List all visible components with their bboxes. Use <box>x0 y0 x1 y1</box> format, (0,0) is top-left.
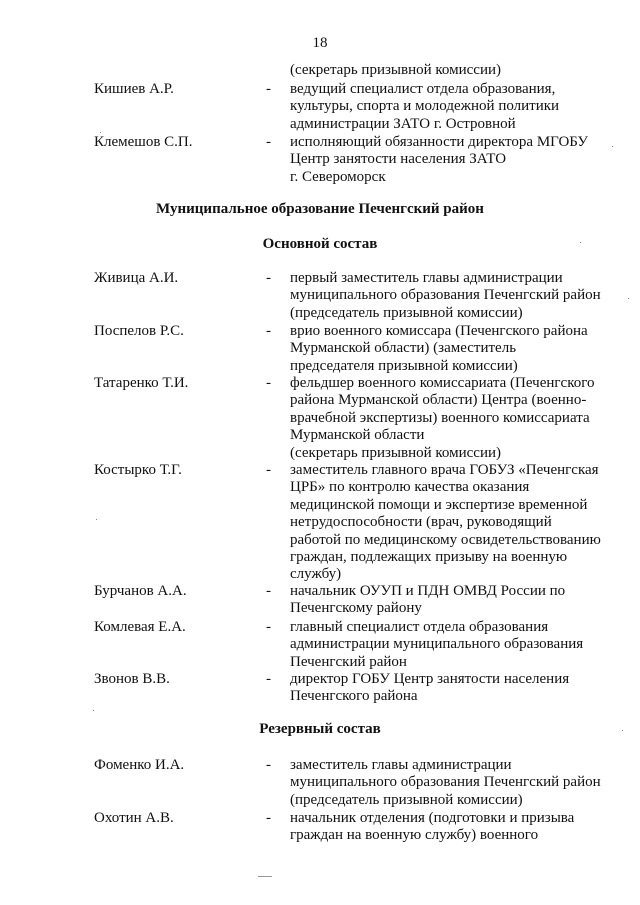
heading-municipality: Муниципальное образование Печенгский район <box>156 201 484 217</box>
member-name: Клемешов С.П. <box>94 134 193 150</box>
member-position <box>290 323 620 375</box>
member-position <box>290 810 620 845</box>
position-line: культуры, спорта и молодежной политики <box>290 98 560 115</box>
position-line: граждан на военную службу) военного <box>290 827 539 844</box>
position-line: фельдшер военного комиссариата (Печенгского <box>290 375 595 391</box>
member-name: Звонов В.В. <box>94 671 170 687</box>
member-position <box>290 81 620 133</box>
position-line: (секретарь призывной комиссии) <box>290 444 501 461</box>
position-line: заместитель главы администрации <box>290 757 512 773</box>
position-line: заместитель главного врача ГОБУЗ «Печенгская <box>290 462 599 478</box>
position-line: (секретарь призывной комиссии) <box>290 62 501 78</box>
page-number: 18 <box>312 35 328 51</box>
position-line: первый заместитель главы администрации <box>290 270 563 286</box>
dash-separator: - <box>266 671 271 687</box>
position-line: муниципального образования Печенгский район <box>290 774 601 791</box>
dash-separator: - <box>266 583 271 599</box>
dash-separator: - <box>266 270 271 286</box>
member-position <box>290 462 620 584</box>
dash-separator: - <box>266 323 271 339</box>
position-line: исполняющий обязанности директора МГОБУ <box>290 134 588 150</box>
heading-main-composition: Основной состав <box>262 236 378 252</box>
position-line: Мурманской области) (заместитель <box>290 340 517 357</box>
dash-separator: - <box>266 619 271 635</box>
position-line: медицинской помощи и экспертизе временной <box>290 496 588 513</box>
member-position <box>290 270 620 322</box>
member-position <box>290 757 620 809</box>
position-line: муниципального образования Печенгский район <box>290 287 601 304</box>
member-position <box>290 375 620 462</box>
position-line: врачебной экспертизы) военного комиссариата <box>290 409 590 426</box>
position-line: района Мурманской области) Центра (военно- <box>290 392 587 409</box>
dash-separator: - <box>266 134 271 150</box>
member-name: Бурчанов А.А. <box>94 583 187 599</box>
member-name: Живица А.И. <box>94 270 179 286</box>
scan-speck <box>622 730 623 731</box>
heading-reserve-composition: Резервный состав <box>259 721 381 737</box>
member-name: Костырко Т.Г. <box>94 462 182 478</box>
member-position <box>290 134 620 186</box>
position-line: Центр занятости населения ЗАТО <box>290 151 507 168</box>
position-line: Мурманской области <box>290 427 425 444</box>
dash-separator: - <box>266 757 271 773</box>
scan-speck <box>100 132 101 133</box>
position-line: работой по медицинскому освидетельствованию <box>290 531 601 548</box>
position-line: Печенгский район <box>290 653 407 670</box>
member-name: Охотин А.В. <box>94 810 174 826</box>
position-line: граждан, подлежащих призыву на военную <box>290 549 568 566</box>
scan-mark <box>258 876 272 877</box>
scan-speck <box>612 146 613 147</box>
dash-separator: - <box>266 81 271 97</box>
position-line: Печенгскому району <box>290 600 422 617</box>
member-position <box>290 619 620 671</box>
position-line: службу) <box>290 566 342 583</box>
member-position <box>290 671 620 706</box>
position-line: начальник ОУУП и ПДН ОМВД России по <box>290 583 566 599</box>
position-line: нетрудоспособности (врач, руководящий <box>290 514 552 531</box>
member-name: Поспелов Р.С. <box>94 323 184 339</box>
position-line: ведущий специалист отдела образования, <box>290 81 556 97</box>
dash-separator: - <box>266 462 271 478</box>
member-name: Комлевая Е.А. <box>94 619 186 635</box>
position-line: директор ГОБУ Центр занятости населения <box>290 671 570 687</box>
dash-separator: - <box>266 375 271 391</box>
position-line: председателя призывной комиссии) <box>290 357 518 374</box>
scan-speck <box>580 242 581 243</box>
position-line: администрации муниципального образования <box>290 636 584 653</box>
scan-speck <box>93 710 94 711</box>
position-line: администрации ЗАТО г. Островной <box>290 115 516 132</box>
position-line: г. Североморск <box>290 168 386 185</box>
member-name: Кишиев А.Р. <box>94 81 174 97</box>
position-line: главный специалист отдела образования <box>290 619 549 635</box>
position-line: Печенгского района <box>290 688 418 705</box>
position-line: ЦРБ» по контролю качества оказания <box>290 479 530 496</box>
scan-speck <box>96 519 97 520</box>
position-line: (председатель призывной комиссии) <box>290 304 523 321</box>
member-name: Татаренко Т.И. <box>94 375 189 391</box>
scan-speck <box>628 298 629 299</box>
position-line: (председатель призывной комиссии) <box>290 791 523 808</box>
position-line: начальник отделения (подготовки и призыва <box>290 810 575 826</box>
dash-separator: - <box>266 810 271 826</box>
member-name: Фоменко И.А. <box>94 757 185 773</box>
member-position <box>290 62 620 79</box>
position-line: врио военного комиссара (Печенгского района <box>290 323 588 339</box>
member-position <box>290 583 620 618</box>
